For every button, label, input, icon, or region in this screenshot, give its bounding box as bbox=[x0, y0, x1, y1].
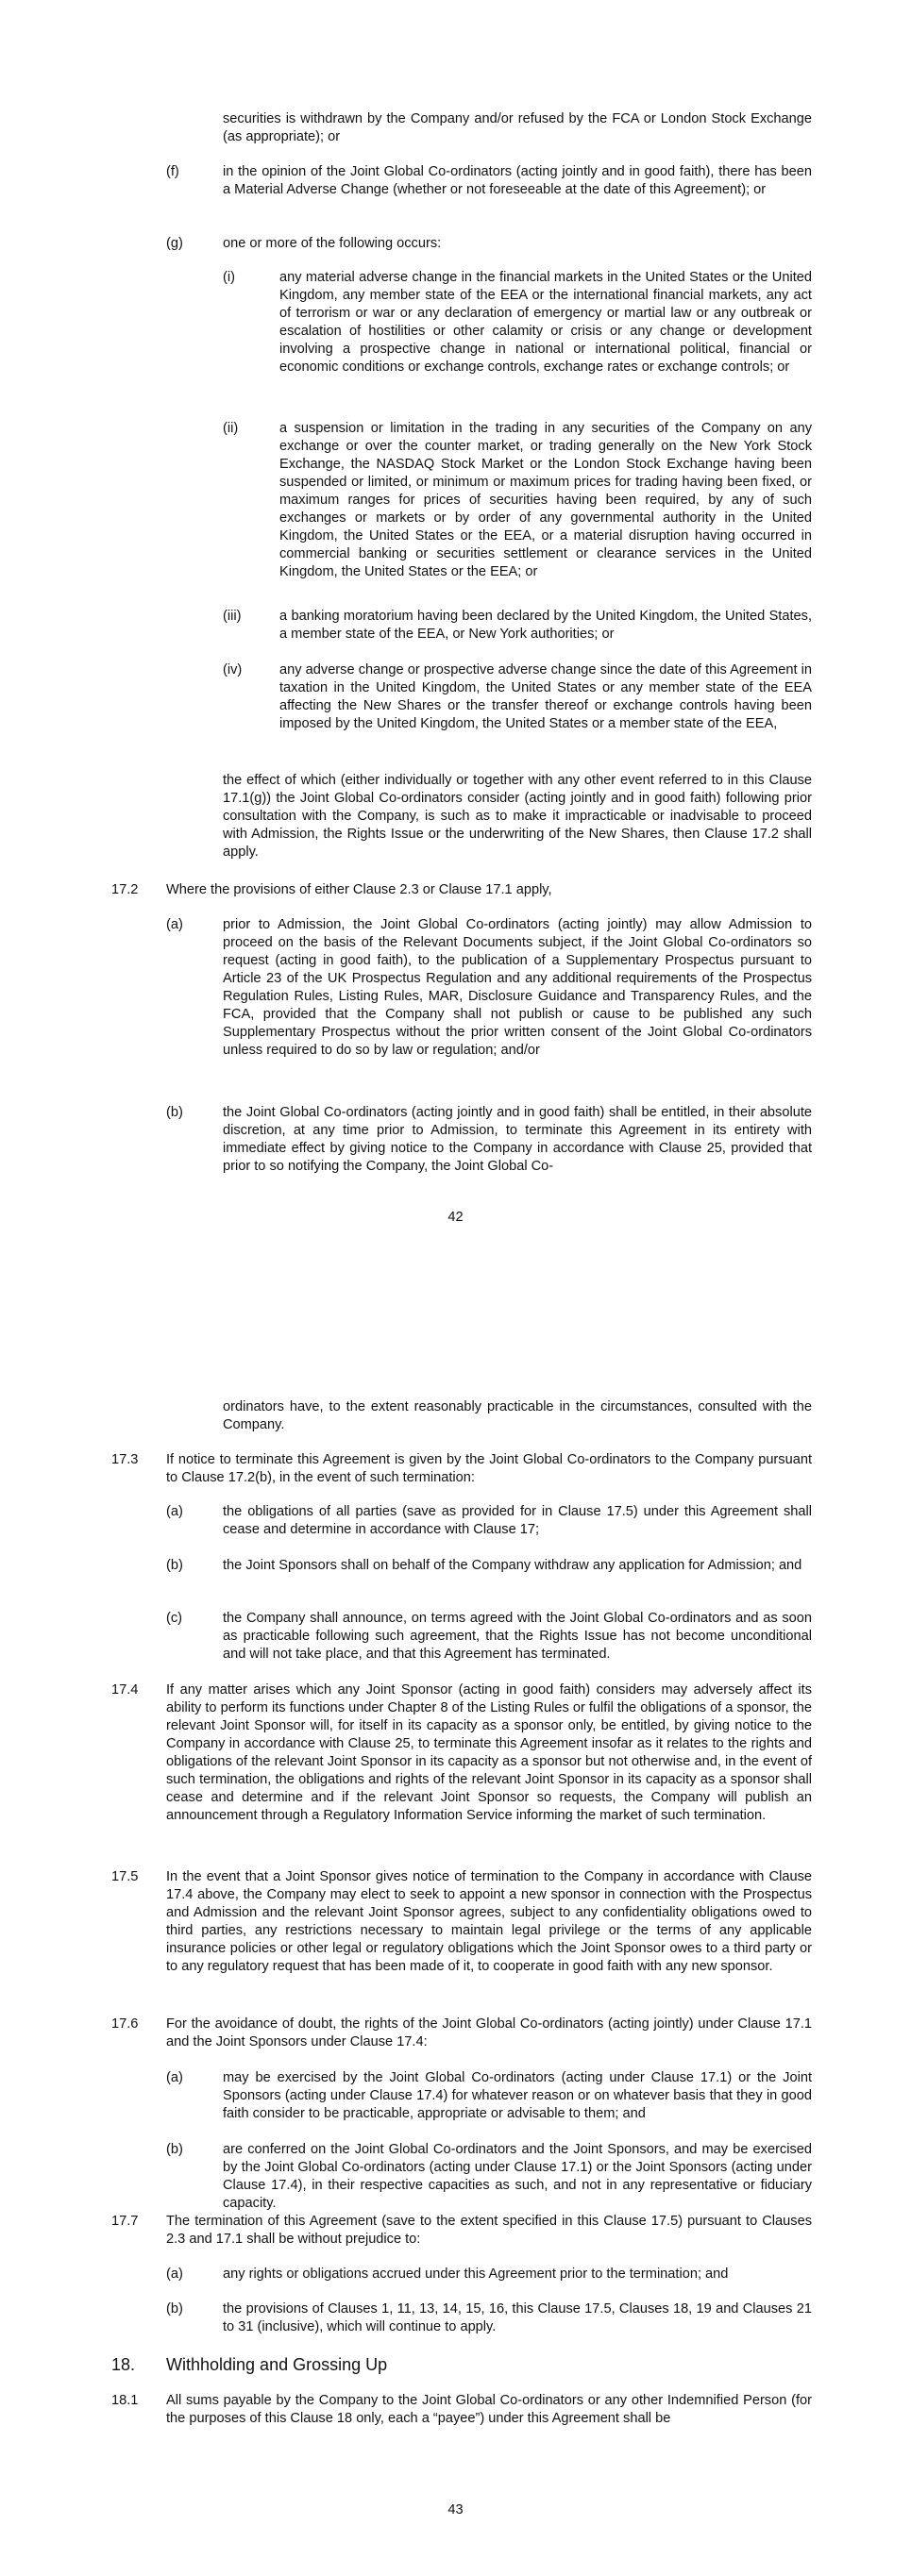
clause-17-1-g-iv-label: (iv) bbox=[223, 662, 243, 677]
document-page-43 bbox=[0, 1378, 911, 2576]
clause-17-1-g-iii-label: (iii) bbox=[223, 609, 242, 624]
clause-17-1-g-label: (g) bbox=[166, 236, 183, 251]
section-18-number: 18. bbox=[111, 2355, 136, 2374]
clause-17-2-b-label: (b) bbox=[166, 1105, 183, 1120]
clause-17-3-c-label: (c) bbox=[166, 1611, 183, 1626]
section-18-heading: Withholding and Grossing Up bbox=[166, 2355, 388, 2374]
clause-17-3-a-text: the obligations of all parties (save as provided for in Clause 17.5) under this Agreement shall cease and determine in accordance with Clause 17; bbox=[223, 1504, 812, 1537]
clause-17-2-a-label: (a) bbox=[166, 917, 183, 932]
clause-17-1-f-text: in the opinion of the Joint Global Co-ordinators (acting jointly and in good faith), there has been a Material Adverse Change (whether or not foreseeable at the date of this Agreement); or bbox=[223, 164, 812, 197]
clause-18-1-text: All sums payable by the Company to the Joint Global Co-ordinators or any other Indemnified Person (for the purposes of this Clause 18 only, each a “payee”) under this Agreement shall be bbox=[166, 2393, 812, 2426]
clause-17-1-g-ii-text: a suspension or limitation in the trading in any securities of the Company on any exchange or over the counter market, or trading generally on the New York Stock Exchange, the NASDAQ Stock Market or the London Stock Exchange having been suspended or limited, or minimum or maximum prices for trading having been fixed, or maximum ranges for prices of securities having been required, by any of such exchanges or markets or by order of any governmental authority in the United Kingdom, the United States or the EEA, or a material disruption having occurred in commercial banking or securities settlement or clearance services in the United Kingdom, the United States or the EEA; or bbox=[279, 421, 812, 579]
clause-17-1-g-ii-label: (ii) bbox=[223, 421, 239, 436]
clause-17-6-b-text: are conferred on the Joint Global Co-ordinators and the Joint Sponsors, and may be exercised by the Joint Global Co-ordinators (acting under Clause 17.1) or the Joint Sponsors (acting under Clause 17.4), in their respective capacities as such, and not in any representative or fiduciary capacity. bbox=[223, 2142, 812, 2211]
clause-17-6-text: For the avoidance of doubt, the rights of the Joint Global Co-ordinators (acting jointly) under Clause 17.1 and the Joint Sponsors under Clause 17.4: bbox=[166, 2016, 812, 2049]
page-number: 42 bbox=[447, 1210, 464, 1225]
clause-17-1-g-i-text: any material adverse change in the financial markets in the United States or the United Kingdom, any member state of the EEA or the international financial markets, any act of terrorism or war or any declaration of emergency or martial law or any outbreak or escalation of hostilities or other calamity or crisis or any change or development involving a prospective change in national or international political, financial or economic conditions or exchange controls, exchange rates or exchange controls; or bbox=[279, 270, 812, 375]
clause-17-1-e-continuation: securities is withdrawn by the Company and/or refused by the FCA or London Stock Exchange (as appropriate); or bbox=[223, 111, 812, 144]
clause-17-7-label: 17.7 bbox=[111, 2214, 139, 2229]
clause-17-4-label: 17.4 bbox=[111, 1682, 139, 1698]
page-number: 43 bbox=[447, 2502, 464, 2517]
clause-17-7-a-text: any rights or obligations accrued under this Agreement prior to the termination; and bbox=[223, 2267, 729, 2282]
clause-17-1-f-label: (f) bbox=[166, 164, 179, 179]
clause-17-5-label: 17.5 bbox=[111, 1869, 139, 1884]
clause-17-7-a-label: (a) bbox=[166, 2267, 183, 2282]
clause-17-7-b-label: (b) bbox=[166, 2301, 183, 2317]
clause-17-3-b-text: the Joint Sponsors shall on behalf of the Company withdraw any application for Admission; and bbox=[223, 1558, 802, 1573]
clause-17-2-label: 17.2 bbox=[111, 882, 139, 897]
clause-17-7-b-text: the provisions of Clauses 1, 11, 13, 14, 15, 16, this Clause 17.5, Clauses 18, 19 and Clauses 21 to 31 (inclusive), which will continue to apply. bbox=[223, 2301, 812, 2334]
clause-17-2-b-continuation: ordinators have, to the extent reasonably practicable in the circumstances, consulted with the Company. bbox=[223, 1399, 812, 1432]
clause-17-1-g-iii-text: a banking moratorium having been declared by the United Kingdom, the United States, a member state of the EEA, or New York authorities; or bbox=[279, 609, 812, 642]
clause-17-1-effect-text: the effect of which (either individually or together with any other event referred to in this Clause 17.1(g)) the Joint Global Co-ordinators consider (acting jointly and in good faith) following prior consultation with the Company, is such as to make it impracticable or inadvisable to proceed with Admission, the Rights Issue or the underwriting of the New Shares, then Clause 17.2 shall apply. bbox=[223, 773, 812, 860]
clause-17-5-text: In the event that a Joint Sponsor gives notice of termination to the Company in accordance with Clause 17.4 above, the Company may elect to seek to appoint a new sponsor in connection with the Prospectus and Admission and the relevant Joint Sponsor agrees, subject to any confidentiality obligations owed to third parties, any restrictions necessary to maintain legal privilege or the terms of any applicable insurance policies or other legal or regulatory obligations which the Joint Sponsor owes to a third party or to any regulatory request that has been made of it, to cooperate in good faith with any new sponsor. bbox=[166, 1869, 812, 1974]
clause-17-3-label: 17.3 bbox=[111, 1452, 139, 1467]
clause-17-6-b-label: (b) bbox=[166, 2142, 183, 2157]
clause-17-2-a-text: prior to Admission, the Joint Global Co-ordinators (acting jointly) may allow Admission to proceed on the basis of the Relevant Documents subject, if the Joint Global Co-ordinators so request (acting in good faith), to the publication of a Supplementary Prospectus pursuant to Article 23 of the UK Prospectus Regulation and any additional requirements of the Prospectus Regulation Rules, Listing Rules, MAR, Disclosure Guidance and Transparency Rules, and the FCA, provided that the Company shall not publish or cause to be published any such Supplementary Prospectus without the prior written consent of the Joint Global Co-ordinators unless required to do so by law or regulation; and/or bbox=[223, 917, 812, 1058]
clause-17-3-c-text: the Company shall announce, on terms agreed with the Joint Global Co-ordinators and as soon as practicable following such agreement, that the Rights Issue has not become unconditional and will not take place, and that this Agreement has terminated. bbox=[223, 1611, 812, 1662]
clause-17-1-g-iv-text: any adverse change or prospective adverse change since the date of this Agreement in taxation in the United Kingdom, the United States or any member state of the EEA affecting the New Shares or the transfer thereof or exchange controls having been imposed by the United Kingdom, the United States or a member state of the EEA, bbox=[279, 662, 812, 731]
clause-17-4-text: If any matter arises which any Joint Sponsor (acting in good faith) considers may adversely affect its ability to perform its functions under Chapter 8 of the Listing Rules or fulfil the obligations of a sponsor, the relevant Joint Sponsor will, for itself in its capacity as a sponsor only, be entitled, by giving notice to the Company in accordance with Clause 25, to terminate this Agreement insofar as it relates to the rights and obligations of the relevant Joint Sponsor in its capacity as a sponsor but not otherwise and, in the event of such termination, the obligations and rights of the relevant Joint Sponsor in its capacity as a sponsor shall cease and determine and if the relevant Joint Sponsor so requests, the Company will publish an announcement through a Regulatory Information Service informing the market of such termination. bbox=[166, 1682, 812, 1823]
clause-17-3-a-label: (a) bbox=[166, 1504, 183, 1519]
clause-17-2-b-text: the Joint Global Co-ordinators (acting jointly and in good faith) shall be entitled, in their absolute discretion, at any time prior to Admission, to terminate this Agreement in its entirety with immediate effect by giving notice to the Company in accordance with Clause 25, provided that prior to so notifying the Company, the Joint Global Co- bbox=[223, 1105, 812, 1174]
clause-17-3-text: If notice to terminate this Agreement is given by the Joint Global Co-ordinators to the Company pursuant to Clause 17.2(b), in the event of such termination: bbox=[166, 1452, 812, 1485]
clause-17-6-label: 17.6 bbox=[111, 2016, 139, 2032]
clause-17-7-text: The termination of this Agreement (save to the extent specified in this Clause 17.5) pursuant to Clauses 2.3 and 17.1 shall be without prejudice to: bbox=[166, 2214, 812, 2247]
clause-17-1-g-text: one or more of the following occurs: bbox=[223, 236, 442, 251]
clause-18-1-label: 18.1 bbox=[111, 2393, 139, 2408]
clause-17-6-a-text: may be exercised by the Joint Global Co-ordinators (acting under Clause 17.1) or the Joint Sponsors (acting under Clause 17.4) for whatever reason or on whatever basis that they in good faith consider to be practicable, appropriate or advisable to them; and bbox=[223, 2070, 812, 2121]
clause-17-2-text: Where the provisions of either Clause 2.3 or Clause 17.1 apply, bbox=[166, 882, 552, 897]
clause-17-3-b-label: (b) bbox=[166, 1558, 183, 1573]
clause-17-6-a-label: (a) bbox=[166, 2070, 183, 2085]
clause-17-1-g-i-label: (i) bbox=[223, 270, 235, 285]
